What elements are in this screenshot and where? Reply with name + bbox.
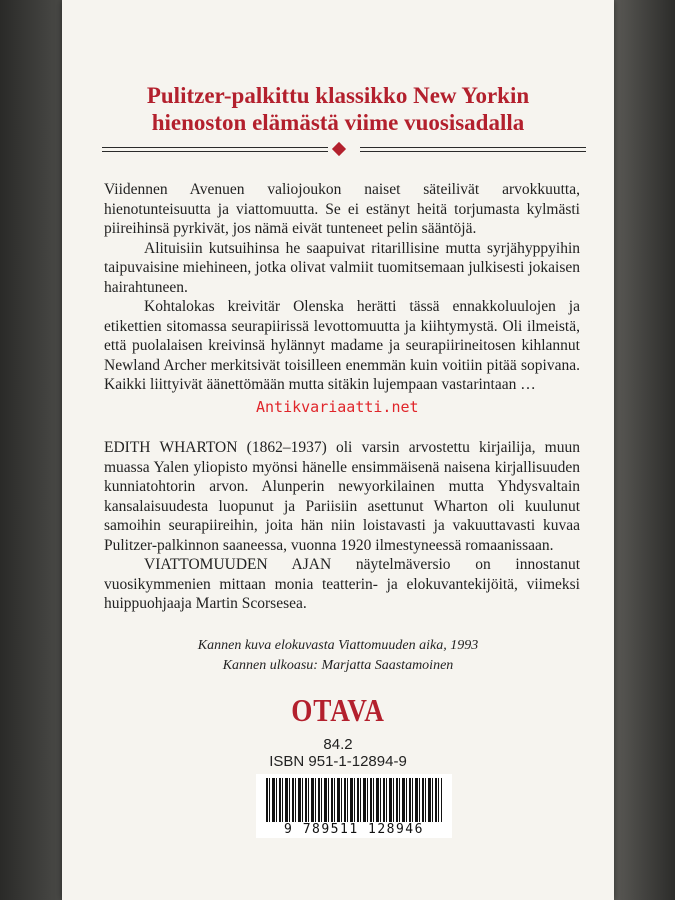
class-code: 84.2 (323, 736, 353, 753)
publisher-logo: OTAVA (291, 692, 385, 728)
ornamental-divider (102, 144, 586, 158)
barcode-number: 9 789511 128946 (256, 822, 452, 837)
barcode-bars (266, 778, 442, 826)
isbn: ISBN 951-1-12894-9 (269, 753, 407, 770)
headline-line-1: Pulitzer-palkittu klassikko New Yorkin (146, 83, 530, 108)
blurb-paragraph: Alituisiin kutsuihinsa he saapuivat ritarillisine mutta syrjähyppyihin taipuvaisine miehineen, jotka olivat valmiit tuomitsemaan julkisesti jokaisen hairahtuneen. (104, 239, 580, 296)
headline-line-2: hienoston elämästä viime vuosisadalla (151, 110, 525, 135)
watermark: Antikvariaatti.net (256, 398, 419, 416)
book-shadow-left (0, 0, 62, 900)
author-bio (104, 438, 580, 614)
blurb-paragraph: Viidennen Avenuen valiojoukon naiset säteilivät arvokkuutta, hienotunteisuutta ja viattomuutta. Se ei estänyt heitä torjumasta kylmästi piireihinsä pyrkivät, jos nämä eivät tunteneet pelin sääntöjä. (104, 181, 580, 237)
credit-line: Kannen kuva elokuvasta Viattomuuden aika, 1993 (197, 638, 479, 653)
headline (62, 82, 614, 136)
book-back-cover (62, 0, 614, 900)
book-shadow-right (614, 0, 675, 900)
blurb-paragraph: Kohtalokas kreivitär Olenska herätti tässä ennakkoluulojen ja etikettien sitomassa seurapiirissä levottomuutta ja kiihtymystä. Oli ilmeistä, että puolalaisen kreivinsä hylännyt madame ja seurapiirineitosen kihlannut Newland Archer merkitsivät toisilleen enemmän kuin voitiin pitää sopivana. Kaikki liittyivät äänettömään mutta sitäkin lujempaan vastarintaan … (104, 298, 580, 393)
credit-line: Kannen ulkoasu: Marjatta Saastamoinen (222, 658, 454, 673)
cover-credits (62, 636, 614, 676)
barcode (256, 774, 452, 838)
blurb-text (104, 180, 580, 395)
diamond-icon (332, 142, 346, 156)
bio-paragraph: EDITH WHARTON (1862–1937) oli varsin arvostettu kirjailija, muun muassa Yalen yliopisto myönsi hänelle ensimmäisenä naisena kirjallisuuden kunniatohtorin arvon. Alunperin newyorkilainen mutta Yhdysvaltain kansalaisuudesta luopunut ja Pariisiin asettunut Wharton oli kuulunut samoihin seurapiireihin, joita hän niin loistavasti ja vakuuttavasti kuvaa Pulitzer-palkinnon saaneessa, vuonna 1920 ilmestyneessä romaanissaan. (104, 439, 580, 554)
bio-paragraph: VIATTOMUUDEN AJAN näytelmäversio on innostanut vuosikymmenien mittaan monia teatterin- ja elokuvantekijöitä, viimeksi huippuohjaaja Martin Scorsesea. (104, 556, 580, 612)
